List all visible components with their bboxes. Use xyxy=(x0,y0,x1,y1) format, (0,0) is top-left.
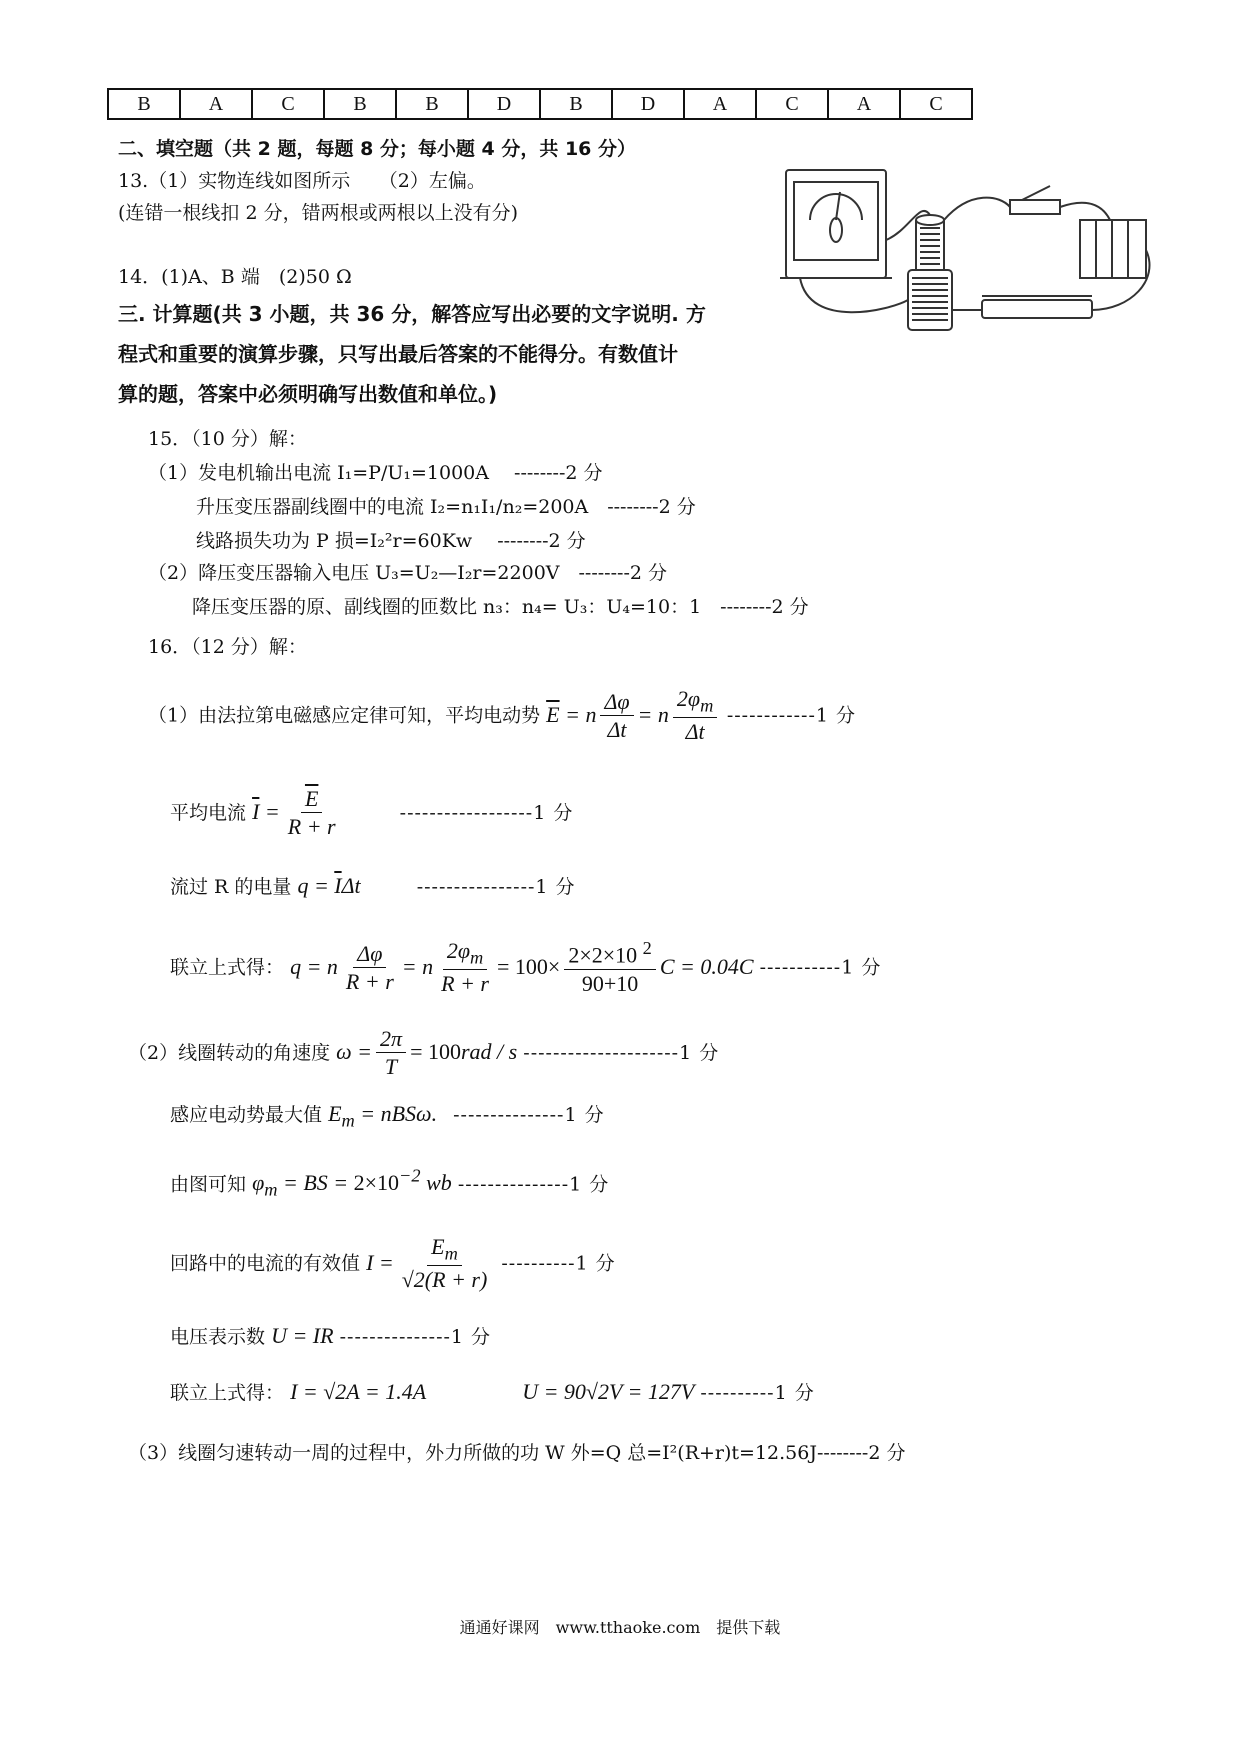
answer-table xyxy=(107,88,973,120)
q15-heading: 15．（10 分）解： xyxy=(148,428,307,450)
q13-line: 13.（1）实物连线如图所示 （2）左偏。 xyxy=(118,170,486,192)
answer-cell: C xyxy=(900,89,972,119)
q16-part1-score: ------------1 分 xyxy=(726,704,856,727)
section3-title-line3: 算的题，答案中必须明确写出数值和单位。) xyxy=(118,382,498,406)
answer-row xyxy=(108,89,972,119)
q16-avg-current-line xyxy=(170,786,573,842)
q16-heading: 16．（12 分）解： xyxy=(148,636,307,658)
q16-voltage-line xyxy=(170,1322,491,1349)
avg-emf-formula: $\overline{E} = n$ $\frac{\Delta\varphi}{\Delta t}$ = n $\frac{2\varphi_m}{\Delta t}$ xyxy=(546,702,727,727)
q15-line3: 线路损失功为 P 损=I₂²r=60Kw --------2 分 xyxy=(196,530,586,552)
flux-formula: $\varphi_m$ = BS = $2\times 10^{-2}$ wb xyxy=(252,1166,452,1200)
answer-cell: B xyxy=(324,89,396,119)
q16-combined2-label: 联立上式得： xyxy=(170,1382,285,1404)
q15-line4: （2）降压变压器输入电压 U₃=U₂—I₂r=2200V --------2 分 xyxy=(148,562,667,584)
q13-note: (连错一根线扣 2 分，错两根或两根以上没有分) xyxy=(118,202,518,224)
q16-combined2-line xyxy=(170,1378,815,1405)
q16-flux-label: 由图可知 xyxy=(170,1173,247,1196)
page-footer: 通通好课网 www.tthaoke.com 提供下载 xyxy=(459,1618,781,1637)
q16-rms-current-score: ----------1 分 xyxy=(501,1252,616,1275)
q16-combined-score: -----------1 分 xyxy=(759,956,882,979)
q16-rms-current-line xyxy=(170,1234,616,1295)
q16-rms-current-label: 回路中的电流的有效值 xyxy=(170,1252,361,1275)
answer-cell: D xyxy=(468,89,540,119)
q16-combined-label: 联立上式得： xyxy=(170,956,285,979)
q16-part2-label: （2）线圈转动的角速度 xyxy=(128,1042,331,1065)
q15-line5: 降压变压器的原、副线圈的匝数比 n₃：n₄= U₃：U₄=10：1 --------2 分 xyxy=(192,596,809,618)
q15-line1: （1）发电机输出电流 I₁=P/U₁=1000A --------2 分 xyxy=(148,462,603,484)
answer-cell: C xyxy=(756,89,828,119)
avg-current-formula: $\overline{I}$ = $\frac{\overline{E}}{R + r}$ xyxy=(252,786,336,840)
q16-emf-max-line xyxy=(170,1100,605,1131)
q16-voltage-score: ---------------1 分 xyxy=(339,1326,492,1348)
q16-emf-max-label: 感应电动势最大值 xyxy=(170,1104,323,1126)
q16-part1-label: （1）由法拉第电磁感应定律可知，平均电动势 xyxy=(148,704,541,727)
q16-charge-score: ----------------1 分 xyxy=(416,876,576,898)
answer-cell: A xyxy=(684,89,756,119)
answer-cell: C xyxy=(252,89,324,119)
rms-current-formula: I = $\frac{E_m}{√2(R + r)}$ xyxy=(366,1234,488,1293)
section3-title-line1: 三. 计算题(共 3 小题，共 36 分，解答应写出必要的文字说明. 方 xyxy=(118,302,706,326)
q16-part3-line: （3）线圈匀速转动一周的过程中，外力所做的功 W 外=Q 总=I²(R+r)t=12.56J--------2 分 xyxy=(128,1442,906,1464)
voltage-result-formula: U = 90√2V = 127V xyxy=(522,1379,695,1404)
voltage-formula: U = IR xyxy=(271,1323,334,1348)
circuit-diagram-illustration xyxy=(770,160,1160,350)
angular-velocity-formula: ω = $\frac{2\pi}{T}$ = 100rad / s xyxy=(336,1026,518,1080)
answer-cell: B xyxy=(396,89,468,119)
answer-cell: A xyxy=(828,89,900,119)
q16-voltage-label: 电压表示数 xyxy=(170,1326,266,1348)
q16-combined2-score: ----------1 分 xyxy=(700,1382,815,1404)
emf-max-formula: $E_m = nBS\omega$. xyxy=(328,1101,438,1131)
q16-flux-score: ---------------1 分 xyxy=(457,1173,610,1196)
answer-cell: A xyxy=(180,89,252,119)
q16-flux-line xyxy=(170,1166,609,1201)
q16-avg-current-label: 平均电流 xyxy=(170,802,247,825)
combined-charge-formula: q = n $\frac{\Delta\varphi}{R + r}$ = n $\frac{2\varphi_m}{R + r}$ = 100× $\frac{2\times 2\times 10 ^2}{90+10}$ C = 0.04C xyxy=(290,938,754,997)
q16-emf-max-score: ---------------1 分 xyxy=(453,1104,605,1126)
q15-line2: 升压变压器副线圈中的电流 I₂=n₁I₁/n₂=200A --------2 分 xyxy=(196,496,696,518)
section2-title: 二、填空题（共 2 题，每题 8 分；每小题 4 分，共 16 分） xyxy=(118,138,637,160)
answer-cell: B xyxy=(108,89,180,119)
answer-cell: D xyxy=(612,89,684,119)
answer-cell: B xyxy=(540,89,612,119)
current-result-formula: I = √2A = 1.4A xyxy=(290,1379,427,1404)
q14-line: 14．(1)A、B 端 (2)50 Ω xyxy=(118,266,352,288)
charge-formula: $q = \overline{I}\Delta t$ xyxy=(297,873,361,898)
section3-title-line2: 程式和重要的演算步骤，只写出最后答案的不能得分。有数值计 xyxy=(118,342,678,366)
q16-part1-line xyxy=(148,686,856,747)
q16-avg-current-score: ------------------1 分 xyxy=(399,802,574,825)
q16-charge-label: 流过 R 的电量 xyxy=(170,876,292,898)
q16-part2-line xyxy=(128,1026,719,1082)
q16-part2-score: ---------------------1 分 xyxy=(523,1042,720,1065)
q16-combined-line xyxy=(170,938,881,999)
q16-charge-line xyxy=(170,872,576,899)
